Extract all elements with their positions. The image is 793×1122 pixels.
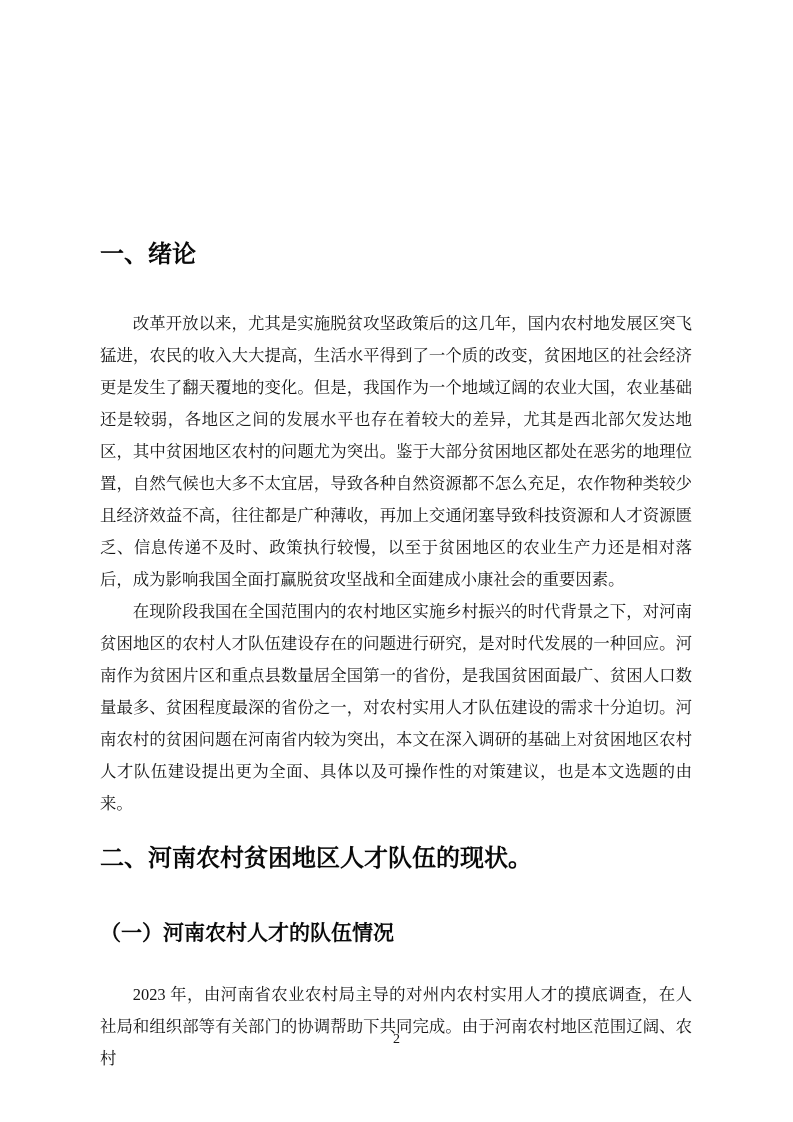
section-2-heading: 二、河南农村贫困地区人才队伍的现状。 [100,845,532,872]
section-1-paragraph-2: 在现阶段我国在全国范围内的农村地区实施乡村振兴的时代背景之下，对河南贫困地区的农村人才队伍建设存在的问题进行研究，是对时代发展的一种回应。河南作为贫困片区和重点县数量居全国第一的省份，是我国贫困面最广、贫困人口数量最多、贫困程度最深的省份之一，对农村实用人才队伍建设的需求十分迫切。河南农村的贫困问题在河南省内较为突出，本文在深入调研的基础上对贫困地区农村人才队伍建设提出更为全面、具体以及可操作性的对策建议，也是本文选题的由来。 [100,602,692,813]
section-1-paragraph-1: 改革开放以来，尤其是实施脱贫攻坚政策后的这几年，国内农村地发展区突飞猛进，农民的收入大大提高，生活水平得到了一个质的改变，贫困地区的社会经济更是发生了翻天覆地的变化。但是，我国作为一个地域辽阔的农业大国，农业基础还是较弱，各地区之间的发展水平也存在着较大的差异，尤其是西北部欠发达地区，其中贫困地区农村的问题尤为突出。鉴于大部分贫困地区都处在恶劣的地理位置，自然气候也大多不太宜居，导致各种自然资源都不怎么充足，农作物种类较少且经济效益不高，往往都是广种薄收，再加上交通闭塞导致科技资源和人才资源匮乏、信息传递不及时、政策执行较慢，以至于贫困地区的农业生产力还是相对落后，成为影响我国全面打赢脱贫攻坚战和全面建成小康社会的重要因素。 [100,314,692,589]
section-1-heading: 一、绪论 [100,241,196,268]
section-2-subheading: （一）河南农村人才的队伍情况 [100,922,394,945]
section-2-paragraph-1: 2023 年，由河南省农业农村局主导的对州内农村实用人才的摸底调查，在人社局和组织部等有关部门的协调帮助下共同完成。由于河南农村地区范围辽阔、农村 [100,985,692,1068]
document-content [100,0,692,1075]
page-number: 2 [393,1032,400,1047]
